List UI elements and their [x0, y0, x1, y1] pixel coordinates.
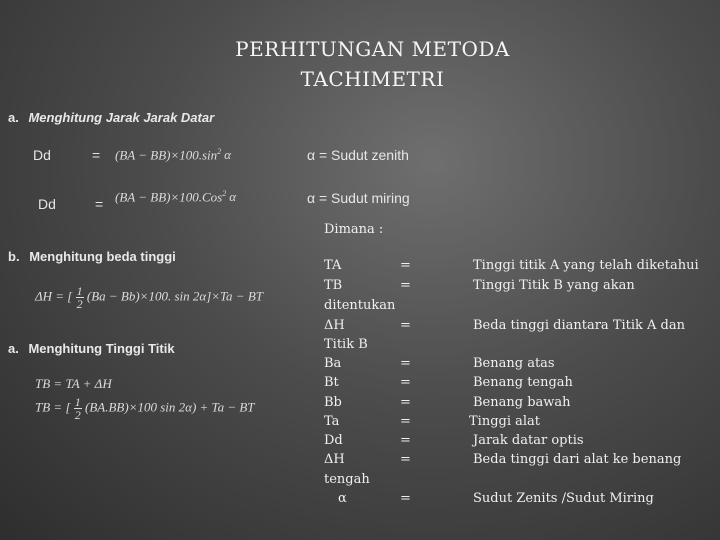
definition-equals: = — [400, 258, 411, 273]
section-b-title: Menghitung beda tinggi — [29, 249, 176, 264]
definition-term: ΔH — [324, 318, 345, 333]
definition-equals: = — [400, 433, 411, 448]
dd-formula-cos: (BA − BB)×100.Cos$^2$ α — [115, 189, 237, 205]
definition-term: α — [338, 491, 347, 506]
definition-equals: = — [400, 318, 411, 333]
section-a-title: Menghitung Jarak Jarak Datar — [28, 110, 215, 125]
miring-note: α = Sudut miring — [307, 190, 410, 206]
tb-formula-1: TB = TA + ΔH — [35, 376, 112, 391]
definition-equals: = — [400, 414, 411, 429]
definition-term: Ta — [324, 414, 340, 429]
definition-description: Benang bawah — [473, 395, 571, 410]
definition-description: Benang tengah — [473, 375, 573, 390]
definition-description: Jarak datar optis — [473, 433, 584, 448]
definition-term: Ba — [324, 356, 342, 371]
dd-formula-sin: $(BA - BB)\times 100.\sin^2$ α — [115, 147, 231, 163]
definition-term: tengah — [324, 472, 370, 487]
section-b-heading — [8, 249, 176, 264]
delta-h-formula: ΔH = [ $\frac{1}{2}$ (Ba − Bb)×100. sin 2α]×Ta − BT — [35, 284, 264, 311]
definition-description: Tinggi alat — [469, 414, 541, 429]
half-fraction-2: $\frac{1}{2}$ — [74, 395, 81, 422]
dd-label-2: Dd — [38, 196, 56, 212]
slide-title-line-2: TACHIMETRI — [300, 67, 445, 91]
definition-description: Beda tinggi dari alat ke benang — [473, 452, 682, 467]
definition-term: Titik B — [324, 337, 368, 352]
tb-formula-2: TB = [ $\frac{1}{2}$ (BA.BB)×100 sin 2α) + Ta − BT — [35, 395, 255, 422]
definition-equals: = — [400, 452, 411, 467]
definition-term: Bb — [324, 395, 342, 410]
section-b-marker: b. — [8, 249, 20, 264]
section-c-heading — [8, 341, 175, 356]
definition-term: ditentukan — [324, 298, 396, 313]
definition-equals: = — [400, 395, 411, 410]
section-c-title: Menghitung Tinggi Titik — [28, 341, 175, 356]
definition-description: Tinggi titik A yang telah diketahui — [473, 258, 699, 273]
definition-term: Dd — [324, 433, 343, 448]
slide-title — [0, 34, 720, 94]
section-c-marker: a. — [8, 341, 19, 356]
definition-description: Benang atas — [473, 356, 555, 371]
slide-title-line-1: PERHITUNGAN METODA — [235, 37, 510, 61]
definition-equals: = — [400, 491, 411, 506]
definition-term: TB — [324, 278, 343, 293]
definition-equals: = — [400, 278, 411, 293]
section-a-heading — [8, 110, 214, 125]
definition-equals: = — [400, 375, 411, 390]
definition-term: ΔH — [324, 452, 345, 467]
definition-term: Bt — [324, 375, 339, 390]
dd-eq-1: = — [92, 147, 101, 163]
dd-label-1: Dd — [33, 147, 51, 163]
definition-description: Beda tinggi diantara Titik A dan — [473, 318, 685, 333]
dd-eq-2: = — [95, 196, 104, 212]
definition-equals: = — [400, 356, 411, 371]
definition-term: TA — [324, 258, 342, 273]
definition-description: Tinggi Titik B yang akan — [473, 278, 635, 293]
definitions-header: Dimana : — [324, 222, 384, 237]
section-a-marker: a. — [8, 110, 19, 125]
zenith-note: α = Sudut zenith — [307, 147, 409, 163]
definition-description: Sudut Zenits /Sudut Miring — [473, 491, 654, 506]
half-fraction: $\frac{1}{2}$ — [76, 284, 83, 311]
